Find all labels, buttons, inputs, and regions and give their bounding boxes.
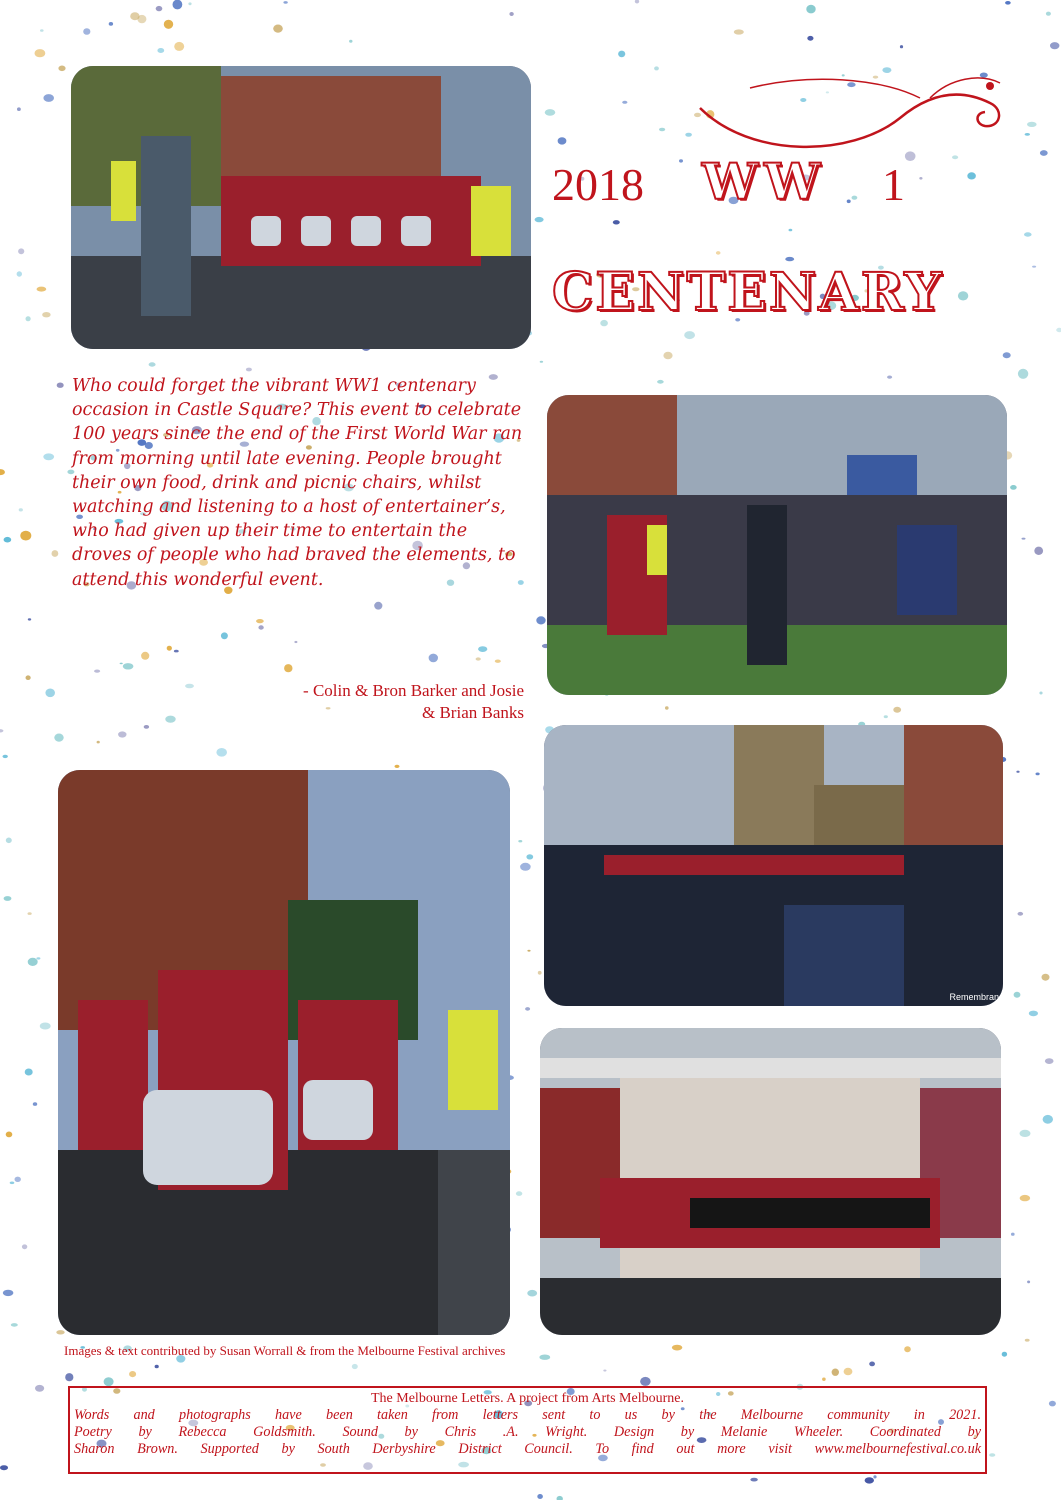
- image-credit: Images & text contributed by Susan Worrall & from the Melbourne Festival archives: [64, 1343, 506, 1358]
- photo-church-gathering: [544, 725, 1003, 1006]
- story-signature: [230, 680, 524, 724]
- page-title: [552, 152, 992, 222]
- title-year: 2018: [552, 159, 644, 210]
- footer-title: The Melbourne Letters. A project from Arts Melbourne.: [371, 1391, 684, 1406]
- footer-line-1: Words and photographs have been taken from letters sent to us by the Melbourne community in 2021.: [74, 1407, 981, 1423]
- remembrance-caption: Remembran: [949, 992, 999, 1002]
- photo-drummers-parade: [71, 66, 531, 349]
- footer-line-2: Poetry by Rebecca Goldsmith. Sound by Chris .A. Wright. Design by Melanie Wheeler. Coordinated by: [74, 1424, 981, 1440]
- title-ww: WW: [702, 152, 827, 211]
- signature-line-2: & Brian Banks: [422, 703, 524, 722]
- decorative-swirl: [690, 68, 1010, 158]
- photo-band-stage: [540, 1028, 1001, 1335]
- footer-line-3: Sharon Brown. Supported by South Derbyshire District Council. To find out more visit www.melbournefestival.co.uk: [74, 1441, 981, 1457]
- title-number: 1: [882, 159, 905, 210]
- footer-box: [68, 1386, 987, 1474]
- photo-drummer-street: [58, 770, 510, 1335]
- signature-line-1: - Colin & Bron Barker and Josie: [303, 681, 524, 700]
- title-centenary: CENTENARY: [552, 262, 944, 323]
- photo-memorial-crowd: [547, 395, 1007, 695]
- story-text: Who could forget the vibrant WW1 centenary occasion in Castle Square? This event to celebrate 100 years since the end of the First World War ran from morning until late evening. People brought their own food, drink and picnic chairs, whilst watching and listening to a host of entertainer’s, who had given up their time to entertain the droves of people who had braved the elements, to attend this wonderful event.: [72, 376, 523, 590]
